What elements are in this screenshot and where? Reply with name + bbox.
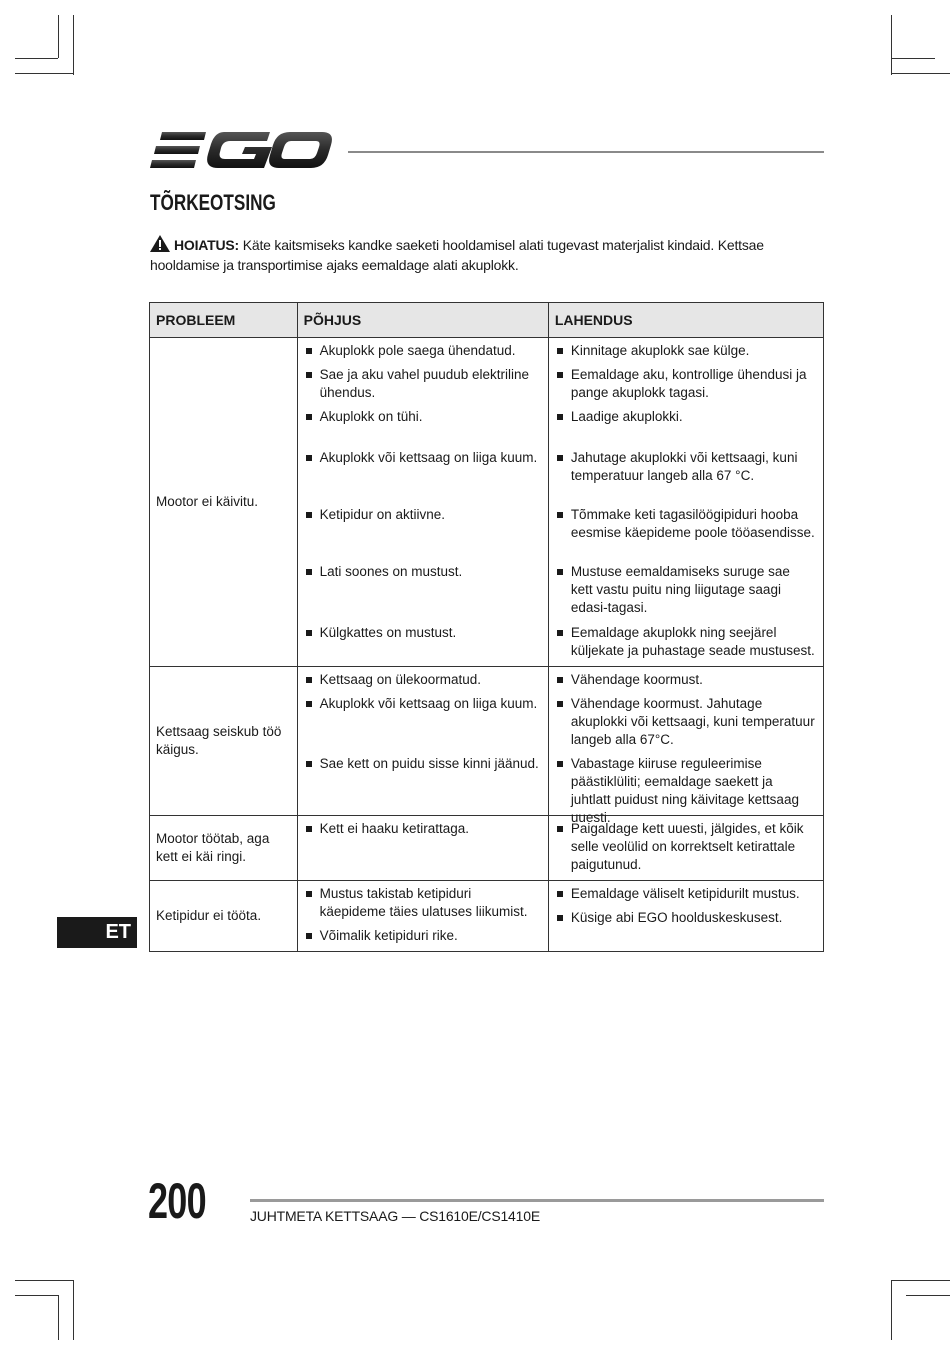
troubleshooting-table [149, 302, 824, 952]
cause-item: Akuplokk on tühi. [298, 408, 548, 449]
solution-item: Eemaldage väliselt ketipidurilt mustus. [549, 885, 823, 909]
cause-cell [297, 881, 548, 952]
cause-item: Mustus takistab ketipiduri käepideme täies ulatuses liikumist. [298, 885, 548, 927]
problem-cell: Mootor ei käivitu. [150, 338, 298, 667]
crop-mark [58, 1295, 59, 1340]
table-row [150, 816, 824, 881]
cause-item: Akuplokk pole saega ühendatud. [298, 342, 548, 366]
solution-cell [548, 816, 823, 881]
crop-mark [891, 15, 892, 75]
warning-label: HOIATUS: [174, 237, 240, 253]
crop-mark [891, 1280, 892, 1340]
solution-item: Eemaldage akuplokk ning seejärel küljekate ja puhastage seade mustusest. [549, 624, 823, 660]
cause-item: Lati soones on mustust. [298, 563, 548, 624]
crop-mark [906, 1295, 950, 1296]
cause-item: Akuplokk või kettsaag on liiga kuum. [298, 449, 548, 506]
crop-mark [73, 1280, 74, 1340]
solution-item: Laadige akuplokki. [549, 408, 823, 449]
cause-cell [297, 667, 548, 816]
footer-rule [250, 1199, 824, 1202]
column-header-problem: PROBLEEM [150, 303, 298, 338]
solution-item: Tõmmake keti tagasilöögipiduri hooba eesmise käepideme poole tööasendisse. [549, 506, 823, 563]
table-row [150, 667, 824, 816]
cause-item: Kettsaag on ülekoormatud. [298, 671, 548, 695]
cause-item: Kett ei haaku ketirattaga. [298, 820, 548, 838]
table-header-row [150, 303, 824, 338]
crop-mark [891, 1280, 950, 1281]
solution-item: Eemaldage aku, kontrollige ühendusi ja pange akuplokk tagasi. [549, 366, 823, 408]
warning-text: Käte kaitsmiseks kandke saeketi hooldamisel alati tugevast materjalist kindaid. Kettsae hooldamise ja transportimise ajaks eemaldage alati akuplokk. [150, 237, 764, 273]
crop-mark [73, 15, 74, 75]
footer-title: JUHTMETA KETTSAAG — CS1610E/CS1410E [250, 1208, 540, 1224]
cause-item: Sae kett on puidu sisse kinni jäänud. [298, 755, 548, 809]
cause-cell [297, 338, 548, 667]
cause-item: Võimalik ketipiduri rike. [298, 927, 548, 945]
solution-item: Vähendage koormust. [549, 671, 823, 695]
ego-logo [150, 128, 332, 172]
cause-item: Ketipidur on aktiivne. [298, 506, 548, 563]
solution-cell [548, 667, 823, 825]
solution-item: Paigaldage kett uuesti, jälgides, et kõik selle veolülid on korrektselt ketirattale paigutunud. [549, 820, 823, 874]
crop-mark [15, 1295, 58, 1296]
solution-item: Jahutage akuplokki või kettsaagi, kuni temperatuur langeb alla 67 °C. [549, 449, 823, 506]
solution-item: Mustuse eemaldamiseks suruge sae kett vastu puitu ning liigutage saagi edasi-tagasi. [549, 563, 823, 624]
cause-cell [297, 816, 548, 881]
table-row [150, 881, 824, 952]
crop-mark [891, 58, 935, 59]
header-rule [348, 151, 824, 153]
column-header-solution: LAHENDUS [548, 303, 823, 338]
table-row [150, 338, 824, 667]
language-tab: ET [57, 917, 137, 948]
solution-cell [548, 881, 823, 952]
cause-item: Külgkattes on mustust. [298, 624, 548, 660]
cause-item: Sae ja aku vahel puudub elektriline ühendus. [298, 366, 548, 408]
warning-notice [150, 235, 830, 275]
crop-mark [15, 73, 73, 74]
warning-triangle-icon [150, 235, 170, 252]
solution-item: Küsige abi EGO hoolduskeskusest. [549, 909, 823, 927]
solution-item: Vabastage kiiruse reguleerimise päästiklüliti; eemaldage saekett ja juhtlatt puidust ning käivitage kettsaag uuesti. [549, 755, 823, 809]
cause-item: Akuplokk või kettsaag on liiga kuum. [298, 695, 548, 755]
problem-cell: Mootor töötab, aga kett ei käi ringi. [150, 816, 298, 881]
crop-mark [891, 73, 950, 74]
crop-mark [15, 58, 58, 59]
solution-item: Vähendage koormust. Jahutage akuplokki või kettsaagi, kuni temperatuur langeb alla 67°C. [549, 695, 823, 755]
crop-mark [15, 1280, 73, 1281]
solution-item: Kinnitage akuplokk sae külge. [549, 342, 823, 366]
section-title: TÕRKEOTSING [150, 190, 276, 215]
page-number: 200 [148, 1173, 206, 1229]
problem-cell: Kettsaag seiskub töö käigus. [150, 667, 298, 816]
problem-cell: Ketipidur ei tööta. [150, 881, 298, 952]
solution-cell [548, 338, 823, 667]
column-header-cause: PÕHJUS [297, 303, 548, 338]
crop-mark [58, 15, 59, 58]
